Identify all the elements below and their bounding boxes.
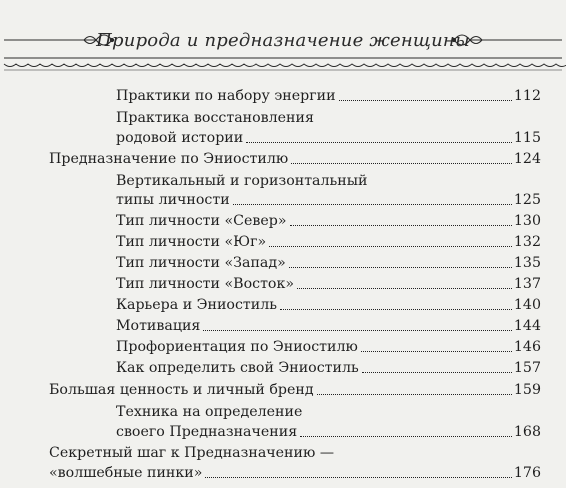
toc-entry: [116, 296, 541, 314]
toc-entry-title: Тип личности «Север»: [116, 213, 287, 229]
toc-page-number: 137: [513, 276, 541, 292]
dot-leader: [317, 394, 512, 395]
toc-entry-title: Профориентация по Эниостилю: [116, 339, 358, 355]
dot-leader: [233, 204, 512, 205]
toc-page-number: 176: [513, 465, 541, 481]
toc-entry: [116, 423, 541, 441]
dot-leader: [291, 163, 512, 164]
toc-entry: [116, 191, 541, 209]
toc-entry-title: Техника на определение: [116, 404, 303, 420]
dot-leader: [280, 309, 512, 310]
toc-entry: [49, 464, 541, 482]
toc-entry-title: Тип личности «Восток»: [116, 276, 295, 292]
toc-page-number: 132: [513, 234, 541, 250]
toc-entry: [116, 233, 541, 251]
toc-page-number: 168: [513, 424, 541, 440]
toc-entry: [49, 381, 541, 399]
toc-entry-title: Карьера и Эниостиль: [116, 297, 277, 313]
toc-entry-title: типы личности: [116, 192, 230, 208]
toc-page-number: 146: [513, 339, 541, 355]
dot-leader: [290, 225, 512, 226]
toc-page-number: 130: [513, 213, 541, 229]
dot-leader: [205, 477, 512, 478]
toc-entry: [116, 275, 541, 293]
toc-page-number: 140: [513, 297, 541, 313]
toc-entry-title: родовой истории: [116, 130, 244, 146]
toc-entry: [116, 359, 541, 377]
toc-entry: [116, 87, 541, 105]
scallop-border: [4, 64, 566, 67]
toc-page-number: 159: [513, 382, 541, 398]
header-title: Природа и предназначение женщины: [96, 30, 470, 51]
toc-entry-title: Предназначение по Эниостилю: [49, 151, 289, 167]
toc-page-number: 124: [513, 151, 541, 167]
dot-leader: [289, 267, 512, 268]
toc-entry: [116, 338, 541, 356]
dot-leader: [339, 100, 512, 101]
toc-entry: [49, 150, 541, 168]
toc-entry: [116, 129, 541, 147]
toc-entry-title: Тип личности «Юг»: [116, 234, 267, 250]
toc-page-number: 115: [513, 130, 541, 146]
toc-entry: [116, 212, 541, 230]
toc-entry-title: Как определить свой Эниостиль: [116, 360, 359, 376]
dot-leader: [246, 142, 512, 143]
toc-page-number: 112: [513, 88, 541, 104]
toc-page-number: 144: [513, 318, 541, 334]
toc-page-number: 157: [513, 360, 541, 376]
dot-leader: [269, 246, 512, 247]
dot-leader: [203, 330, 512, 331]
toc-entry: [116, 254, 541, 272]
toc-entry-title: Тип личности «Запад»: [116, 255, 286, 271]
dot-leader: [362, 372, 512, 373]
dot-leader: [300, 436, 512, 437]
toc-entry-title: Секретный шаг к Предназначению —: [49, 445, 335, 461]
toc-entry: [116, 317, 541, 335]
toc-page-number: 135: [513, 255, 541, 271]
toc-entry-title: «волшебные пинки»: [49, 465, 203, 481]
toc-entry-title: Практики по набору энергии: [116, 88, 336, 104]
toc-entry-title: Практика восстановления: [116, 110, 314, 126]
dot-leader: [361, 351, 512, 352]
toc-entry-title: своего Предназначения: [116, 424, 298, 440]
toc-page-number: 125: [513, 192, 541, 208]
running-header: [0, 0, 566, 78]
toc-entry-title: Мотивация: [116, 318, 201, 334]
dot-leader: [297, 288, 512, 289]
toc-entry-title: Вертикальный и горизонтальный: [116, 173, 368, 189]
toc-entry-title: Большая ценность и личный бренд: [49, 382, 314, 398]
